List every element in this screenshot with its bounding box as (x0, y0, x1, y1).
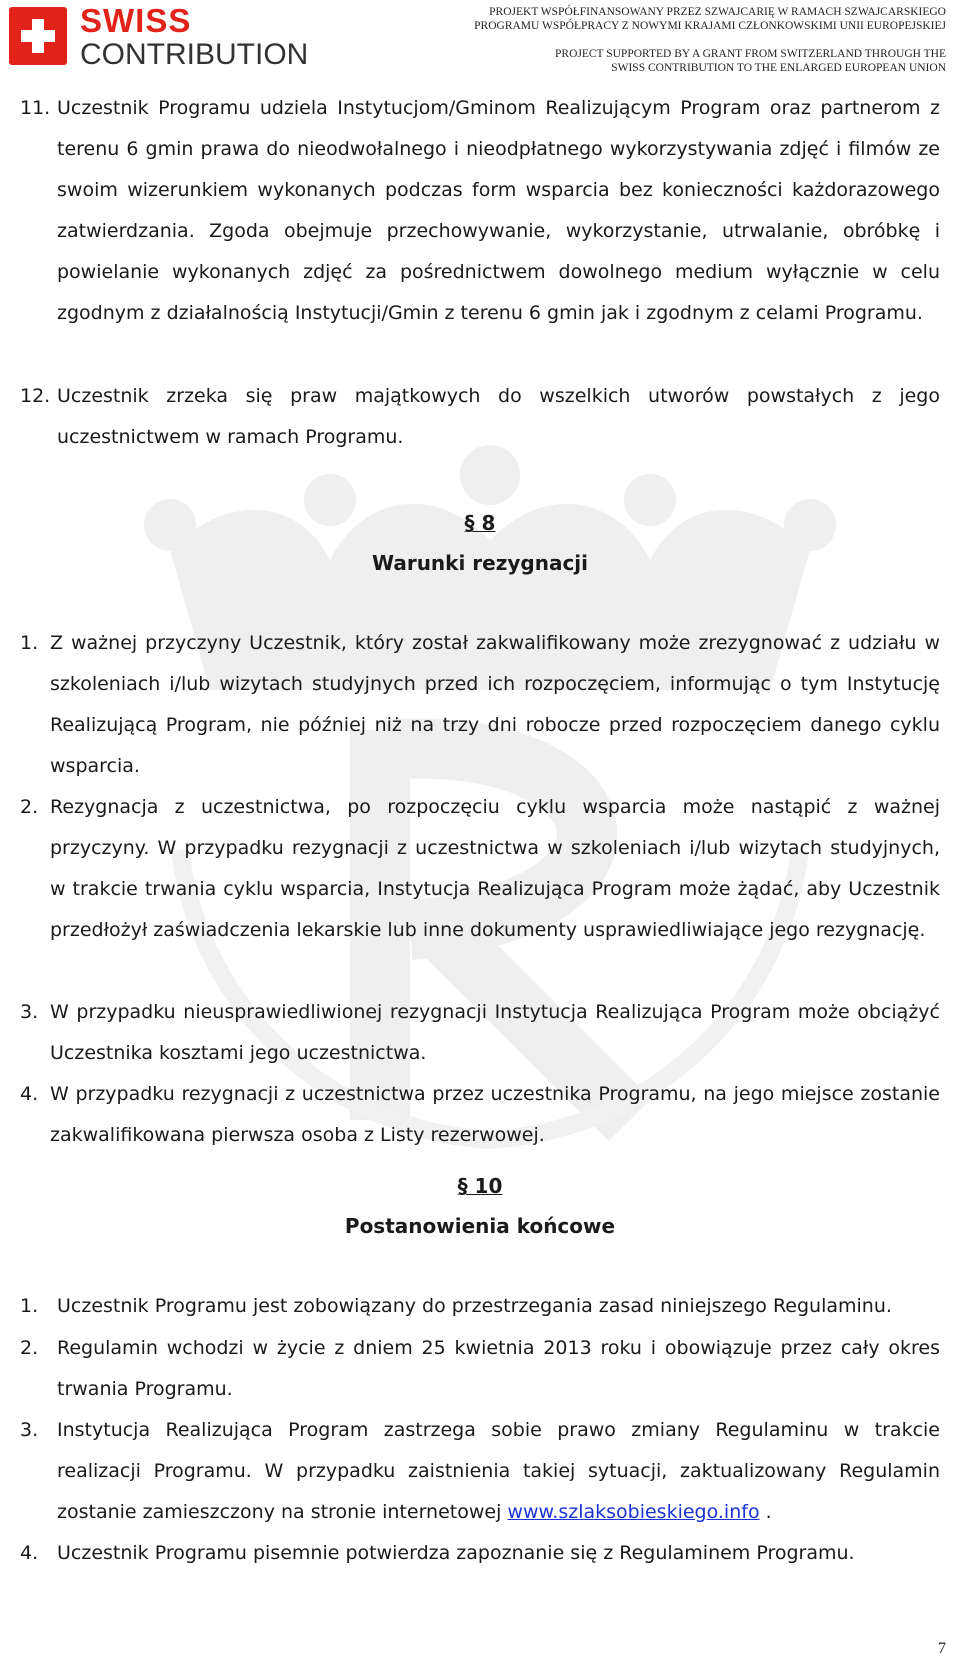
list-item (20, 787, 940, 951)
list-item (20, 1533, 940, 1574)
list-item (20, 1286, 940, 1327)
item-text: W przypadku rezygnacji z uczestnictwa przez uczestnika Programu, na jego miejsce zostanie zakwalifikowana pierwsza osoba z Listy rezerwowej. (50, 1083, 940, 1146)
section-title-8: Warunki rezygnacji (371, 551, 589, 575)
header-polish-note: PROJEKT WSPÓŁFINANSOWANY PRZEZ SZWAJCARIĘ W RAMACH SZWAJCARSKIEGO PROGRAMU WSPÓŁPRACY Z NOWYMI KRAJAMI CZŁONKOWSKIMI UNII EUROPEJSKIEJ (474, 6, 946, 32)
item-number: 4. (20, 1542, 39, 1564)
item-text: Uczestnik Programu jest zobowiązany do przestrzegania zasad niniejszego Regulaminu. (57, 1295, 892, 1317)
item-number: 12. (20, 385, 51, 407)
item-text: Uczestnik Programu pisemnie potwierdza zapoznanie się z Regulaminem Programu. (57, 1542, 855, 1564)
item-text: Z ważnej przyczyny Uczestnik, który został zakwalifikowany może zrezygnować z udziału w szkoleniach i/lub wizytach studyjnych przed ich rozpoczęciem, informując o tym Instytucję Realizującą Program, nie później niż na trzy dni robocze przed rozpoczęciem danego cyklu wsparcia. (50, 632, 940, 777)
logo-contribution: CONTRIBUTION (80, 38, 309, 71)
item-text: Instytucja Realizująca Program zastrzega sobie prawo zmiany Regulaminu w trakcie realizacji Programu. W przypadku zaistnienia takiej sytuacji, zaktualizowany Regulamin zostanie zamieszczony na stronie internetowej www.szlaksobieskiego.info . (57, 1419, 940, 1523)
item-number: 1. (20, 1295, 39, 1317)
list-item (20, 1328, 940, 1410)
swiss-cross-icon (9, 7, 67, 65)
logo-swiss: SWISS (80, 2, 192, 39)
header-english-note: PROJECT SUPPORTED BY A GRANT FROM SWITZERLAND THROUGH THE SWISS CONTRIBUTION TO THE ENLARGED EUROPEAN UNION (555, 48, 946, 74)
item-number: 1. (20, 632, 39, 654)
item-number: 2. (20, 1337, 39, 1359)
list-item (20, 623, 940, 787)
item-text: Uczestnik zrzeka się praw majątkowych do wszelkich utworów powstałych z jego uczestnictwem w ramach Programu. (57, 385, 940, 448)
item-number: 2. (20, 796, 39, 818)
item-number: 4. (20, 1083, 39, 1105)
item-number: 11. (20, 97, 51, 119)
list-item (20, 992, 940, 1074)
list-item (20, 376, 940, 458)
list-item (20, 1074, 940, 1156)
section-sign-8: § 8 (464, 511, 496, 535)
item-text: Rezygnacja z uczestnictwa, po rozpoczęciu cyklu wsparcia może nastąpić z ważnej przyczyny. W przypadku rezygnacji z uczestnictwa w szkoleniach i/lub wizytach studyjnych, w trakcie trwania cyklu wsparcia, Instytucja Realizująca Program może żądać, aby Uczestnik przedłożył zaświadczenia lekarskie lub inne dokumenty usprawiedliwiające jego rezygnację. (50, 796, 940, 941)
section-title-10: Postanowienia końcowe (344, 1214, 616, 1238)
page-header (0, 0, 960, 90)
section-sign-10: § 10 (457, 1174, 503, 1198)
website-link[interactable]: www.szlaksobieskiego.info (507, 1501, 760, 1523)
item-number: 3. (20, 1001, 39, 1023)
item-text: W przypadku nieusprawiedliwionej rezygnacji Instytucja Realizująca Program może obciążyć Uczestnika kosztami jego uczestnictwa. (50, 1001, 940, 1064)
item-text: Uczestnik Programu udziela Instytucjom/Gminom Realizującym Program oraz partnerom z terenu 6 gmin prawa do nieodwołalnego i nieodpłatnego wykorzystywania zdjęć i filmów ze swoim wizerunkiem wykonanych podczas form wsparcia bez konieczności każdorazowego zatwierdzania. Zgoda obejmuje przechowywanie, wykorzystanie, utrwalanie, obróbkę i powielanie wykonanych zdjęć za pośrednictwem dowolnego medium wyłącznie w celu zgodnym z działalnością Instytucji/Gmin z terenu 6 gmin jak i zgodnym z celami Programu. (57, 97, 940, 324)
list-item (20, 1410, 940, 1533)
item-text: Regulamin wchodzi w życie z dniem 25 kwietnia 2013 roku i obowiązuje przez cały okres trwania Programu. (57, 1337, 940, 1400)
list-item (20, 88, 940, 334)
item-number: 3. (20, 1419, 39, 1441)
page-number: 7 (938, 1640, 946, 1657)
